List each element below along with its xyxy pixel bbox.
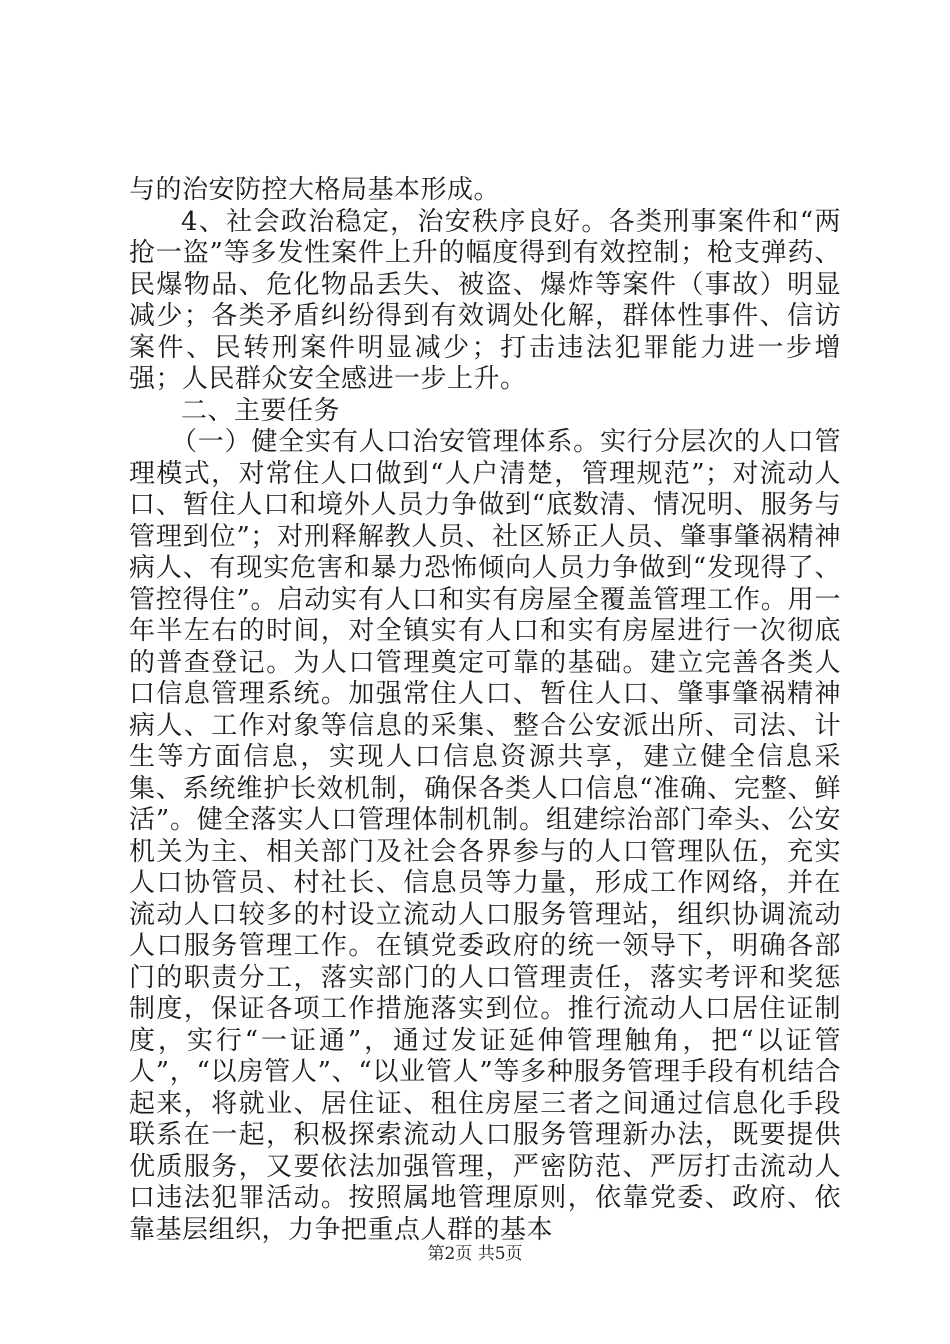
section-heading-main-tasks: 二、主要任务 [181,395,341,426]
paragraph-item-4: 4、社会政治稳定，治安秩序良好。各类刑事案件和“两抢一盗”等多发性案件上升的幅度得到有效控制；枪支弹药、民爆物品、危化物品丢失、被盗、爆炸等案件（事故）明显减少；各类矛盾纠纷得到有效调处化解，群体性事件、信访案件、民转刑案件明显减少；打击违法犯罪能力进一步增强；人民群众安全感进一步上升。 [129,206,841,394]
document-body [129,175,841,1246]
paragraph-task-1: （一）健全实有人口治安管理体系。实行分层次的人口管理模式，对常住人口做到“人户清楚，管理规范”；对流动人口、暂住人口和境外人员力争做到“底数清、情况明、服务与管理到位”；对刑释解教人员、社区矫正人员、肇事肇祸精神病人、有现实危害和暴力恐怖倾向人员力争做到“发现得了、管控得住”。启动实有人口和实有房屋全覆盖管理工作。用一年半左右的时间，对全镇实有人口和实有房屋进行一次彻底的普查登记。为人口管理奠定可靠的基础。建立完善各类人口信息管理系统。加强常住人口、暂住人口、肇事肇祸精神病人、工作对象等信息的采集、整合公安派出所、司法、计生等方面信息，实现人口信息资源共享，建立健全信息采集、系统维护长效机制，确保各类人口信息“准确、完整、鲜活”。健全落实人口管理体制机制。组建综治部门牵头、公安机关为主、相关部门及社会各界参与的人口管理队伍，充实人口协管员、村社长、信息员等力量，形成工作网络，并在流动人口较多的村设立流动人口服务管理站，组织协调流动人口服务管理工作。在镇党委政府的统一领导下，明确各部门的职责分工，落实部门的人口管理责任，落实考评和奖惩制度，保证各项工作措施落实到位。推行流动人口居住证制度，实行“一证通”，通过发证延伸管理触角，把“以证管人”，“以房管人”、“以业管人”等多种服务管理手段有机结合起来，将就业、居住证、租住房屋三者之间通过信息化手段联系在一起，积极探索流动人口服务管理新办法，既要提供优质服务，又要依法加强管理，严密防范、严厉打击流动人口违法犯罪活动。按照属地管理原则，依靠党委、政府、依靠基层组织，力争把重点人群的基本 [129,427,841,1245]
paragraph-continuation: 与的治安防控大格局基本形成。 [129,175,501,205]
page-footer: 第2页 共5页 [427,1244,523,1264]
